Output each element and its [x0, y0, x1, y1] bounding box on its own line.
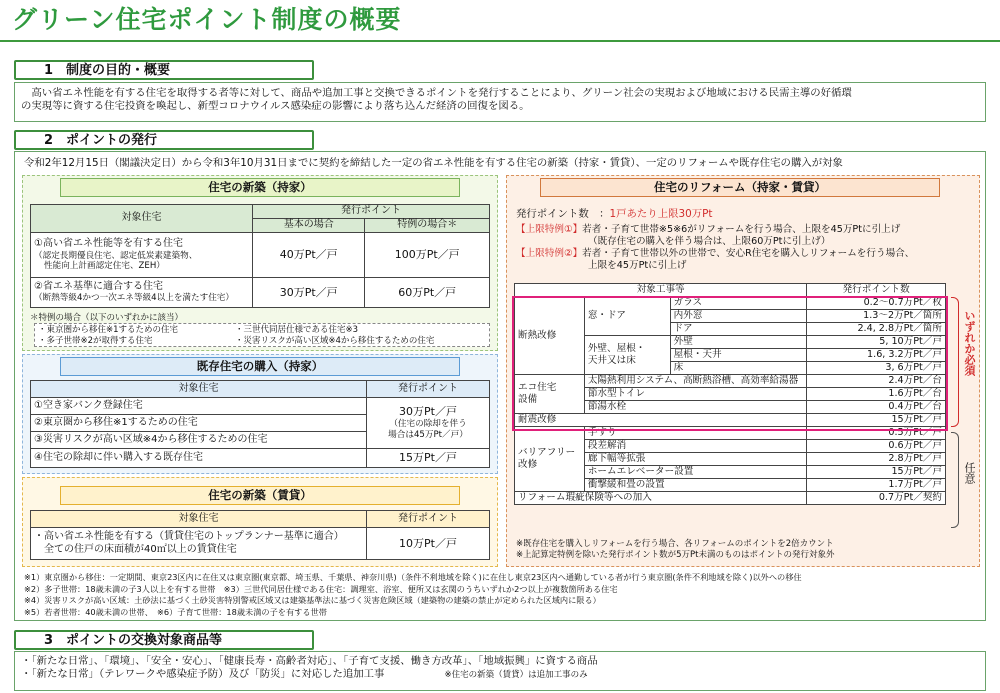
reform-footnote2: ※上記算定特例を除いた発行ポイント数が5万Pt未満のものはポイントの発行対象外: [516, 550, 835, 560]
col-target: 対象住宅: [31, 205, 253, 233]
section3-body: [14, 651, 986, 691]
special-case-note: ＊特例の場合（以下のいずれかに該当）: [30, 313, 184, 323]
required-highlight: [512, 296, 948, 431]
purpose-line2: の実現等に資する住宅投資を喚起し、新型コロナウイルス感染症の影響により落ち込んだ経済の回復を図る。: [21, 100, 530, 112]
table-row: 段差解消 0.6万Pt／戸: [515, 440, 946, 453]
special-case-list: ・東京圏から移住※1するための住宅 ・多子世帯※2が取得する住宅 ・三世代同居仕様である住宅※3 ・災害リスクが高い区域※4から移住するための住宅: [34, 323, 490, 347]
existing-header: 既存住宅の購入（持家）: [60, 357, 460, 376]
table-row: バリアフリー 改修 手すり 0.5万Pt／戸: [515, 427, 946, 440]
table-row: 節湯水栓 0.4万Pt／台: [515, 401, 946, 414]
exchange-line2: ・「新たな日常」（テレワークや感染症予防）及び「防災」に対応した追加工事 ※住宅の新築（賃貸）は追加工事のみ: [21, 668, 588, 680]
table-row: ・高い省エネ性能を有する（賃貸住宅のトップランナー基準に適合） 全ての住戸の床面積が40㎡以上の賃貸住宅 10万Pt／戸: [31, 528, 490, 560]
exchange-line1: ・「新たな日常」、「環境」、「安全・安心」、「健康長寿・高齢者対応」、「子育て支援、働き方改革」、「地域振興」に資する商品: [21, 655, 598, 667]
col-work: 対象工事等: [515, 284, 807, 297]
section2-intro: 令和2年12月15日（閣議決定日）から令和3年10月31日までに契約を締結した一定の省エネ性能を有する住宅の新築（持家・賃貸）、一定のリフォームや既存住宅の購入が対象: [24, 157, 843, 169]
table-row: ①高い省エネ性能等を有する住宅 （認定長期優良住宅、認定低炭素建築物、 性能向上計画認定住宅、ZEH） 40万Pt／戸 100万Pt／戸: [31, 233, 490, 278]
required-label: いずれか必須: [963, 310, 976, 376]
new-own-table: [30, 204, 490, 308]
col-points: 発行ポイント: [367, 511, 490, 528]
existing-table: [30, 380, 490, 468]
table-row: ①空き家バンク登録住宅 30万Pt／戸 （住宅の除却を伴う 場合は45万Pt／戸）: [31, 398, 490, 415]
table-row: ドア 2.4, 2.8万Pt／箇所: [515, 323, 946, 336]
col-basic: 基本の場合: [253, 219, 365, 233]
table-row: ④住宅の除却に伴い購入する既存住宅 15万Pt／戸: [31, 449, 490, 468]
page-title: グリーン住宅ポイント制度の概要: [12, 5, 402, 34]
table-row: ホームエレベーター設置 15万Pt／戸: [515, 466, 946, 479]
col-target: 対象住宅: [31, 381, 367, 398]
purpose-line1: 高い省エネ性能を有する住宅を取得する者等に対して、商品や追加工事と交換できるポイントを発行することにより、グリーン社会の実現および地域における民需主導の好循環: [21, 87, 852, 99]
table-row: ②東京圏から移住※1するための住宅: [31, 415, 490, 432]
new-own-header: 住宅の新築（持家）: [60, 178, 460, 197]
table-row: ③災害リスクが高い区域※4から移住するための住宅: [31, 432, 490, 449]
reform-points: 発行ポイント数 ：1戸あたり上限30万Pt: [516, 208, 713, 220]
table-row: 屋根・天井 1.6, 3.2万Pt／戸: [515, 349, 946, 362]
reform-footnote1: ※既存住宅を購入しリフォームを行う場合、各リフォームのポイントを2倍カウント: [516, 539, 834, 549]
table-row: 耐震改修 15万Pt／戸: [515, 414, 946, 427]
col-target: 対象住宅: [31, 511, 367, 528]
section2-header: 2 ポイントの発行: [14, 130, 314, 150]
footnotes: ※1）東京圏から移住：一定期間、東京23区内に在住又は東京圏(東京都、埼玉県、千葉県、神奈川県)（条件不利地域を除く)に在住し東京23区内へ通勤している者が行う東京圏(条件不利地域を除く)以外への移住 ※2）多子世帯：18歳未満の子3人以上を有する世帯 ※3）三世代同居仕様である住宅：調理室、浴室、便所又は玄関のうちいずれか2つ以上が複数箇所ある住宅 ※4）災害リスクが高い区域：土砂法に基づく土砂災害特別警戒区域又は建築基準法に基づく災害危険区域（建築物の建築の禁止が定められた区域内に限る） ※5）若者世帯：40歳未満の世帯、 ※6）子育て世帯：18歳未満の子を有する世帯: [24, 572, 802, 617]
table-row: 衝撃緩和畳の設置 1.7万Pt／戸: [515, 479, 946, 492]
optional-label: 任意: [963, 462, 976, 484]
table-row: 廊下幅等拡張 2.8万Pt／戸: [515, 453, 946, 466]
col-points: 発行ポイント: [367, 381, 490, 398]
table-row: 断熱改修 窓・ドア ガラス 0.2～0.7万Pt／枚: [515, 297, 946, 310]
table-row: リフォーム瑕疵保険等への加入 0.7万Pt／契約: [515, 492, 946, 505]
section3-header: 3 ポイントの交換対象商品等: [14, 630, 314, 650]
optional-bracket: [951, 432, 959, 528]
section1-body: [14, 82, 986, 122]
table-row: 節水型トイレ 1.6万Pt／台: [515, 388, 946, 401]
table-row: 外壁、屋根・ 天井又は床 外壁 5, 10万Pt／戸: [515, 336, 946, 349]
section1-header: 1 制度の目的・概要: [14, 60, 314, 80]
table-row: エコ住宅 設備 太陽熱利用システム、高断熱浴槽、高効率給湯器 2.4万Pt／台: [515, 375, 946, 388]
table-row: 床 3, 6万Pt／戸: [515, 362, 946, 375]
table-row: ②省エネ基準に適合する住宅 （断熱等級4かつ一次エネ等級4以上を満たす住宅） 30万Pt／戸 60万Pt／戸: [31, 278, 490, 308]
col-special: 特例の場合＊: [365, 219, 490, 233]
table-row: 内外窓 1.3～2万Pt／箇所: [515, 310, 946, 323]
col-points: 発行ポイント数: [807, 284, 946, 297]
rent-table: [30, 510, 490, 560]
rent-header: 住宅の新築（賃貸）: [60, 486, 460, 505]
col-points: 発行ポイント: [253, 205, 490, 219]
reform-special: 【上限特例①】若者・子育て世帯※5※6がリフォームを行う場合、上限を45万Ptに引上げ （既存住宅の購入を伴う場合は、上限60万Ptに引上げ） 【上限特例②】若者・子育て世帯以外の世帯で、安心R住宅を購入しリフォームを行う場合、 上限を45万Ptに引上げ: [516, 224, 915, 271]
required-bracket: [951, 297, 959, 427]
reform-header: 住宅のリフォーム（持家・賃貸）: [540, 178, 940, 197]
title-underline: [0, 40, 1000, 42]
